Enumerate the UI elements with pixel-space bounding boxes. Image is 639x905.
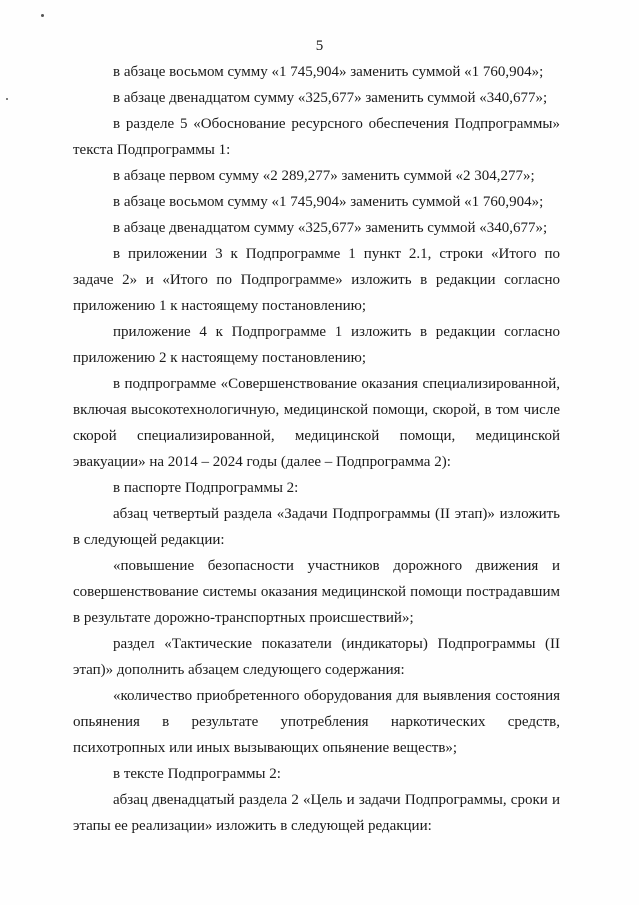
page-number: 5: [315, 38, 324, 54]
document-body: [73, 59, 560, 839]
paragraph: в приложении 3 к Подпрограмме 1 пункт 2.1, строки «Итого по задаче 2» и «Итого по Подпрограмме» изложить в редакции согласно приложению 1 к настоящему постановлению;: [73, 246, 560, 314]
paragraph: в паспорте Подпрограммы 2:: [113, 480, 299, 496]
paragraph: в разделе 5 «Обоснование ресурсного обеспечения Подпрограммы» текста Подпрограммы 1:: [73, 116, 560, 158]
paragraph: раздел «Тактические показатели (индикаторы) Подпрограммы (II этап)» дополнить абзацем следующего содержания:: [73, 636, 560, 678]
paragraph: в абзаце двенадцатом сумму «325,677» заменить суммой «340,677»;: [113, 90, 548, 106]
paragraph: в подпрограмме «Совершенствование оказания специализированной, включая высокотехнологичную, медицинской помощи, скорой, в том числе скорой специализированной, медицинской помощи, медицинской эвакуации» на 2014 – 2024 годы (далее – Подпрограмма 2):: [73, 376, 560, 470]
paragraph: в абзаце первом сумму «2 289,277» заменить суммой «2 304,277»;: [113, 168, 535, 184]
paragraph: приложение 4 к Подпрограмме 1 изложить в редакции согласно приложению 2 к настоящему постановлению;: [73, 324, 560, 366]
paragraph: абзац четвертый раздела «Задачи Подпрограммы (II этап)» изложить в следующей редакции:: [73, 506, 560, 548]
paragraph: в абзаце восьмом сумму «1 745,904» заменить суммой «1 760,904»;: [113, 64, 544, 80]
paragraph: в абзаце восьмом сумму «1 745,904» заменить суммой «1 760,904»;: [113, 194, 544, 210]
paragraph: в тексте Подпрограммы 2:: [113, 766, 281, 782]
scan-speck: [6, 98, 8, 100]
paragraph: в абзаце двенадцатом сумму «325,677» заменить суммой «340,677»;: [113, 220, 548, 236]
paragraph: абзац двенадцатый раздела 2 «Цель и задачи Подпрограммы, сроки и этапы ее реализации» изложить в следующей редакции:: [73, 792, 560, 834]
paragraph: «количество приобретенного оборудования для выявления состояния опьянения в результате употребления наркотических средств, психотропных или иных вызывающих опьянение веществ»;: [73, 688, 560, 756]
paragraph: «повышение безопасности участников дорожного движения и совершенствование системы оказания медицинской помощи пострадавшим в результате дорожно-транспортных происшествий»;: [73, 558, 560, 626]
scan-speck: [41, 14, 44, 17]
